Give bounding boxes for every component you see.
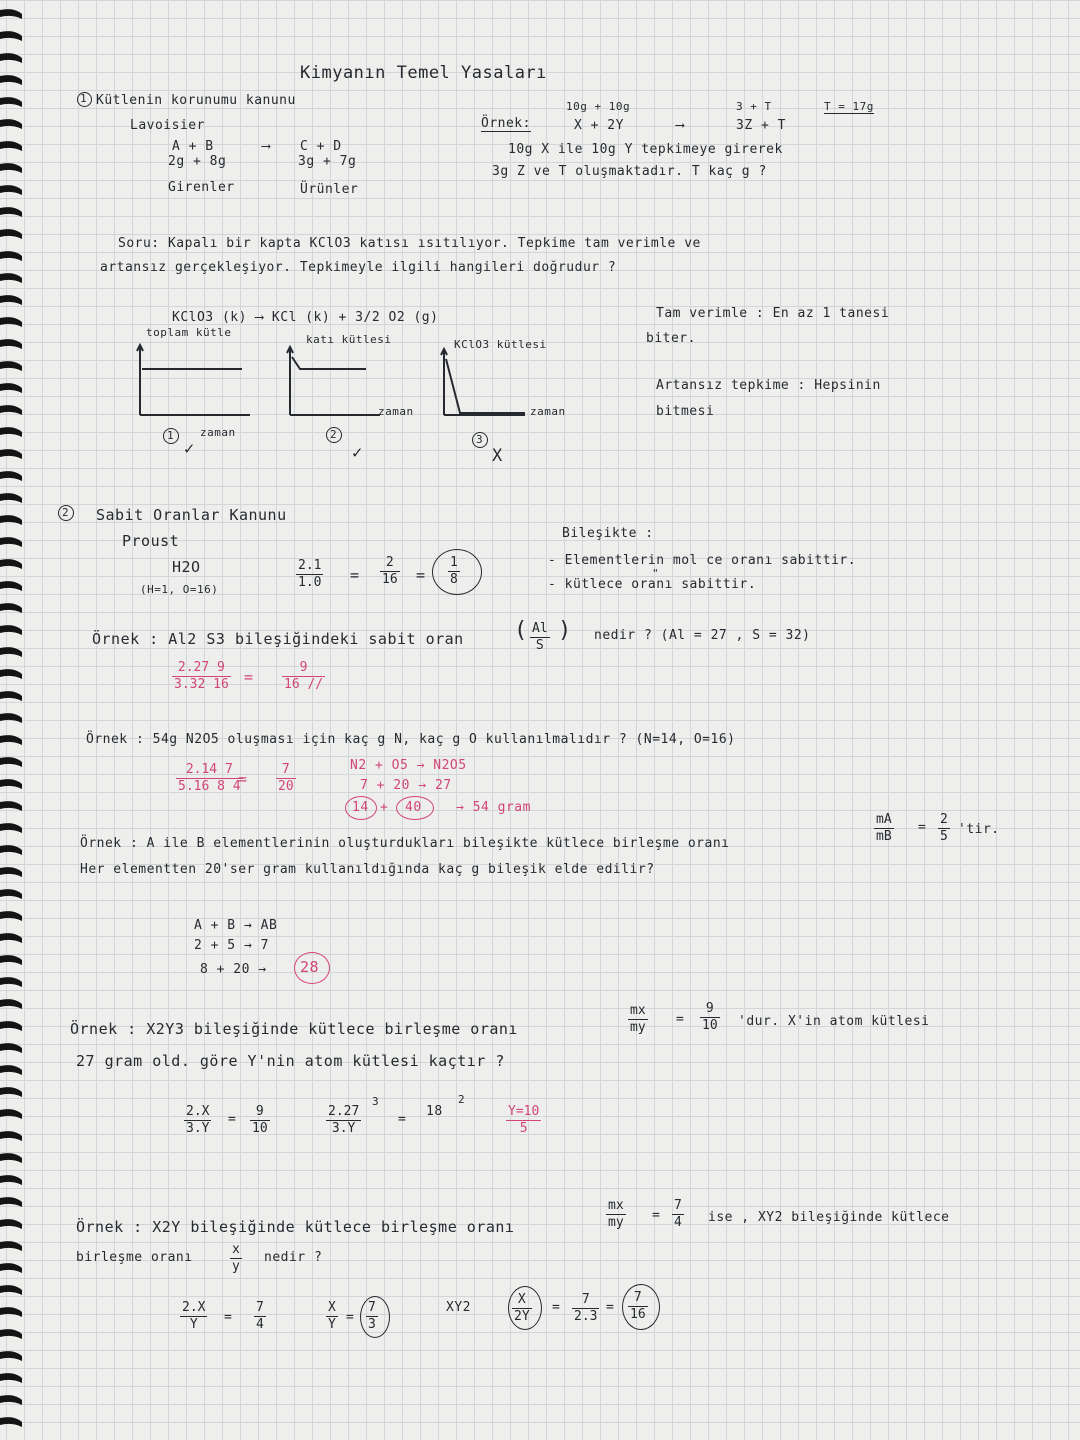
spiral-coil [0, 955, 22, 965]
spiral-coil [0, 1087, 22, 1097]
ex-x2y3-line2: 27 gram old. göre Y'nin atom kütlesi kaçtır ? [76, 1052, 505, 1070]
spiral-coil [0, 757, 22, 767]
ex-x2y3-line1: Örnek : X2Y3 bileşiğinde kütlece birleşme oranı [70, 1020, 518, 1038]
spiral-coil [0, 1021, 22, 1031]
ex-x2y-calc1: $\frac{2.X}{Y}$ [182, 1300, 206, 1332]
graph3-xlabel: zaman [530, 405, 566, 418]
graph1-check-icon: ✓ [184, 439, 195, 459]
spiral-coil [0, 9, 22, 19]
note-no-excess-2: bitmesi [656, 404, 715, 419]
spiral-coil [0, 1153, 22, 1163]
law1-mass-right: 3g + 7g [298, 154, 357, 169]
ex-n2o5-left-value: 14 [352, 800, 369, 815]
ex-x2y-formula: XY2 [446, 1300, 471, 1315]
spiral-coil [0, 1219, 22, 1229]
law1-example-reaction: X + 2Y [574, 118, 624, 133]
ex-x2y-line1: Örnek : X2Y bileşiğinde kütlece birleşme oranı [76, 1218, 515, 1236]
spiral-coil [0, 1175, 22, 1185]
ex-x2y3-calc2: $\frac{2.27}{3.Y}$ [328, 1104, 360, 1136]
law2-heading: Sabit Oranlar Kanunu [96, 506, 287, 524]
ex-ab-frac: $\frac{mA}{mB}$ [876, 812, 892, 844]
graph2-mark: 2 [330, 428, 338, 441]
page-title: Kimyanın Temel Yasaları [300, 63, 547, 83]
ex-x2y-line2: birleşme oranı [76, 1250, 193, 1265]
ex-ab-suffix: 'tir. [958, 822, 1000, 837]
ex-n2o5-eq: = [238, 770, 248, 788]
spiral-coil [0, 31, 22, 41]
spiral-coil [0, 779, 22, 789]
law2-formula: H2O [172, 558, 201, 576]
ex-x2y-suffix: ise , XY2 bileşiğinde kütlece [708, 1210, 950, 1225]
spiral-coil [0, 53, 22, 63]
spiral-coil [0, 1285, 22, 1295]
law2-ratio3: $\frac{1}{8}$ [450, 555, 458, 587]
question-line2: artansız gerçekleşiyor. Tepkimeyle ilgili hangileri doğrudur ? [100, 260, 617, 275]
note-full-yield-1: Tam verimle : En az 1 tanesi [656, 306, 890, 321]
spiral-coil [0, 537, 22, 547]
ex-ab-work1: A + B → AB [194, 918, 278, 933]
law2-rule-head: Bileşikte : [562, 526, 654, 541]
spiral-coil [0, 97, 22, 107]
spiral-coil [0, 1263, 22, 1273]
spiral-coil [0, 119, 22, 129]
ex-ab-ratio: $\frac{2}{5}$ [940, 812, 948, 844]
spiral-coil [0, 977, 22, 987]
spiral-coil [0, 823, 22, 833]
spiral-coil [0, 581, 22, 591]
law2-ratio1: $\frac{2.1}{1.0}$ [298, 558, 322, 590]
ex-al2s3-result: $\frac{9}{16 //}$ [284, 660, 324, 692]
spiral-coil [0, 999, 22, 1009]
ex-x2y3-calc1: $\frac{2.X}{3.Y}$ [186, 1104, 210, 1136]
spiral-coil [0, 669, 22, 679]
ex-n2o5-plus: + [380, 800, 389, 815]
ex-x2y-calc3-ratio: $\frac{7}{2.3}$ [574, 1292, 598, 1324]
law2-masses: (H=1, O=16) [140, 583, 219, 596]
law1-example-arrow: ⟶ [676, 118, 685, 133]
ex-x2y3-ratio: $\frac{9}{10}$ [702, 1001, 718, 1033]
spiral-coil [0, 1241, 22, 1251]
law1-example-line2: 3g Z ve T oluşmaktadır. T kaç g ? [492, 164, 767, 179]
law1-example-masses: 10g + 10g [566, 100, 631, 113]
spiral-coil [0, 229, 22, 239]
spiral-coil [0, 735, 22, 745]
law1-label-left: Girenler [168, 180, 235, 195]
spiral-coil [0, 647, 22, 657]
ex-x2y-calc3-eq: = [552, 1300, 561, 1315]
ex-x2y-eq: = [652, 1208, 661, 1223]
graph2-xlabel: zaman [378, 405, 414, 418]
question-line1: Soru: Kapalı bir kapta KClO3 katısı ısıtılıyor. Tepkime tam verimle ve [118, 236, 701, 251]
spiral-coil [0, 405, 22, 415]
spiral-coil [0, 339, 22, 349]
ex-al2s3-paren-close: ) [558, 618, 572, 643]
spiral-binding [0, 0, 26, 1440]
graph2-check-icon: ✓ [352, 443, 363, 463]
spiral-coil [0, 493, 22, 503]
spiral-coil [0, 361, 22, 371]
question-reaction: KClO3 (k) ⟶ KCl (k) + 3/2 O2 (g) [172, 310, 439, 325]
law1-example-line1: 10g X ile 10g Y tepkimeye girerek [508, 142, 783, 157]
spiral-coil [0, 163, 22, 173]
spiral-coil [0, 1307, 22, 1317]
ex-x2y3-calc2-sup: 3 [372, 1095, 380, 1108]
ex-x2y-answer: $\frac{7}{16}$ [630, 1290, 646, 1322]
ex-x2y-ratio: $\frac{7}{4}$ [674, 1198, 682, 1230]
spiral-coil [0, 1373, 22, 1383]
spiral-coil [0, 911, 22, 921]
spiral-coil [0, 251, 22, 261]
ex-x2y3-calc2-result: 18 [426, 1104, 443, 1119]
law1-scientist: Lavoisier [130, 118, 205, 133]
ex-x2y-calc2-eq: = [346, 1310, 355, 1325]
spiral-coil [0, 889, 22, 899]
ex-n2o5-calc: $\frac{2.14 7}{5.16 8 4}$ [178, 762, 241, 794]
ex-x2y3-calc2-sup2: 2 [458, 1093, 466, 1106]
spiral-coil [0, 449, 22, 459]
graph1-xlabel: zaman [200, 426, 236, 439]
ex-x2y3-calc1-eq: = [228, 1112, 237, 1127]
spiral-coil [0, 933, 22, 943]
spiral-coil [0, 713, 22, 723]
law1-example-label: Örnek: [481, 116, 531, 131]
law1-reaction-right: C + D [300, 139, 342, 154]
spiral-coil [0, 207, 22, 217]
law2-scientist: Proust [122, 532, 180, 550]
spiral-coil [0, 1329, 22, 1339]
spiral-coil [0, 75, 22, 85]
law2-eq2: = [416, 566, 426, 584]
spiral-coil [0, 295, 22, 305]
spiral-coil [0, 1065, 22, 1075]
law1-number: 1 [80, 92, 88, 105]
ex-x2y3-answer: $\frac{Y=10}{5}$ [508, 1104, 540, 1136]
law1-reaction-left: A + B [172, 139, 214, 154]
spiral-coil [0, 845, 22, 855]
law2-eq1: = [350, 566, 360, 584]
graph1-ylabel: toplam kütle [146, 326, 232, 339]
ex-x2y3-calc2-eq: = [398, 1112, 407, 1127]
law1-heading: Kütlenin korunumu kanunu [96, 93, 296, 108]
law1-example-answer: T = 17g [824, 100, 874, 113]
ex-x2y-frac: $\frac{mx}{my}$ [608, 1198, 624, 1230]
law2-rule1: - Elementlerin mol ce oranı sabittir. [548, 553, 857, 568]
law1-arrow: ⟶ [262, 139, 271, 154]
ex-n2o5-text: Örnek : 54g N2O5 oluşması için kaç g N, kaç g O kullanılmalıdır ? (N=14, O=16) [86, 732, 736, 747]
graph3-wrong-icon: X [492, 446, 503, 466]
spiral-coil [0, 1131, 22, 1141]
ex-al2s3-text: Örnek : Al2 S3 bileşiğindeki sabit oran [92, 630, 464, 648]
spiral-coil [0, 1043, 22, 1053]
ex-n2o5-line2: 7 + 20 → 27 [360, 778, 452, 793]
ex-x2y3-frac: $\frac{mx}{my}$ [630, 1003, 646, 1035]
ex-al2s3-calc: $\frac{2.27 9}{3.32 16}$ [174, 660, 229, 692]
law1-example-products: 3Z + T [736, 118, 786, 133]
spiral-coil [0, 427, 22, 437]
ex-ab-work3: 8 + 20 → [200, 962, 267, 977]
ex-x2y-calc1-ratio: $\frac{7}{4}$ [256, 1300, 264, 1332]
graph3-ylabel: KClO3 kütlesi [454, 338, 547, 351]
graph1-mark: 1 [167, 429, 175, 442]
spiral-coil [0, 317, 22, 327]
note-full-yield-2: biter. [646, 331, 696, 346]
ex-x2y3-calc1-ratio: $\frac{9}{10}$ [252, 1104, 268, 1136]
spiral-coil [0, 1197, 22, 1207]
spiral-coil [0, 1395, 22, 1405]
graph2-ylabel: katı kütlesi [306, 333, 392, 346]
law2-rule2: - kütlece oranı sabittir. [548, 577, 757, 592]
ex-x2y3-suffix: 'dur. X'in atom kütlesi [738, 1014, 930, 1029]
ex-n2o5-ratio: $\frac{7}{20}$ [278, 762, 294, 794]
spiral-coil [0, 603, 22, 613]
ex-n2o5-result: → 54 gram [456, 800, 531, 815]
law2-ratio2: $\frac{2}{16}$ [382, 555, 398, 587]
note-no-excess-1: Artansız tepkime : Hepsinin [656, 378, 881, 393]
ex-x2y-calc2: $\frac{X}{Y}$ [328, 1300, 336, 1332]
ex-al2s3-eq: = [244, 668, 254, 686]
ex-n2o5-right-value: 40 [405, 800, 422, 815]
spiral-coil [0, 1109, 22, 1119]
ex-x2y-question-tail: nedir ? [264, 1250, 323, 1265]
spiral-coil [0, 867, 22, 877]
ex-ab-answer: 28 [300, 958, 320, 976]
ex-al2s3-frac: $\frac{Al}{S}$ [532, 621, 548, 653]
ex-x2y3-dot: = [676, 1012, 685, 1027]
ex-ab-line1: Örnek : A ile B elementlerinin oluşturdukları bileşikte kütlece birleşme oranı [80, 836, 730, 851]
ex-n2o5-reaction: N2 + O5 → N2O5 [350, 758, 467, 773]
spiral-coil [0, 691, 22, 701]
spiral-coil [0, 471, 22, 481]
law2-ditto: " [652, 567, 660, 580]
law1-label-right: Ürünler [300, 182, 359, 197]
ex-x2y-calc2-ratio: $\frac{7}{3}$ [368, 1300, 376, 1332]
ex-x2y-answer-eq: = [606, 1300, 615, 1315]
ex-ab-eq: = [918, 820, 927, 835]
ex-ab-line2: Her elementten 20'ser gram kullanıldığında kaç g bileşik elde edilir? [80, 862, 655, 877]
law2-number: 2 [62, 506, 70, 519]
spiral-coil [0, 515, 22, 525]
spiral-coil [0, 1351, 22, 1361]
spiral-coil [0, 559, 22, 569]
ex-al2s3-paren-open: ( [514, 618, 528, 643]
spiral-coil [0, 273, 22, 283]
spiral-coil [0, 801, 22, 811]
spiral-coil [0, 625, 22, 635]
spiral-coil [0, 141, 22, 151]
spiral-coil [0, 383, 22, 393]
law1-mass-left: 2g + 8g [168, 154, 227, 169]
ex-x2y-question-frac: $\frac{x}{y}$ [232, 1242, 240, 1274]
ex-al2s3-tail: nedir ? (Al = 27 , S = 32) [594, 628, 811, 643]
spiral-coil [0, 1417, 22, 1427]
spiral-coil [0, 185, 22, 195]
law1-example-products-top: 3 + T [736, 100, 772, 113]
ex-x2y-calc3: $\frac{X}{2Y}$ [514, 1292, 530, 1324]
graph3-mark: 3 [476, 433, 484, 446]
ex-x2y-calc1-eq: = [224, 1310, 233, 1325]
ex-ab-work2: 2 + 5 → 7 [194, 938, 269, 953]
